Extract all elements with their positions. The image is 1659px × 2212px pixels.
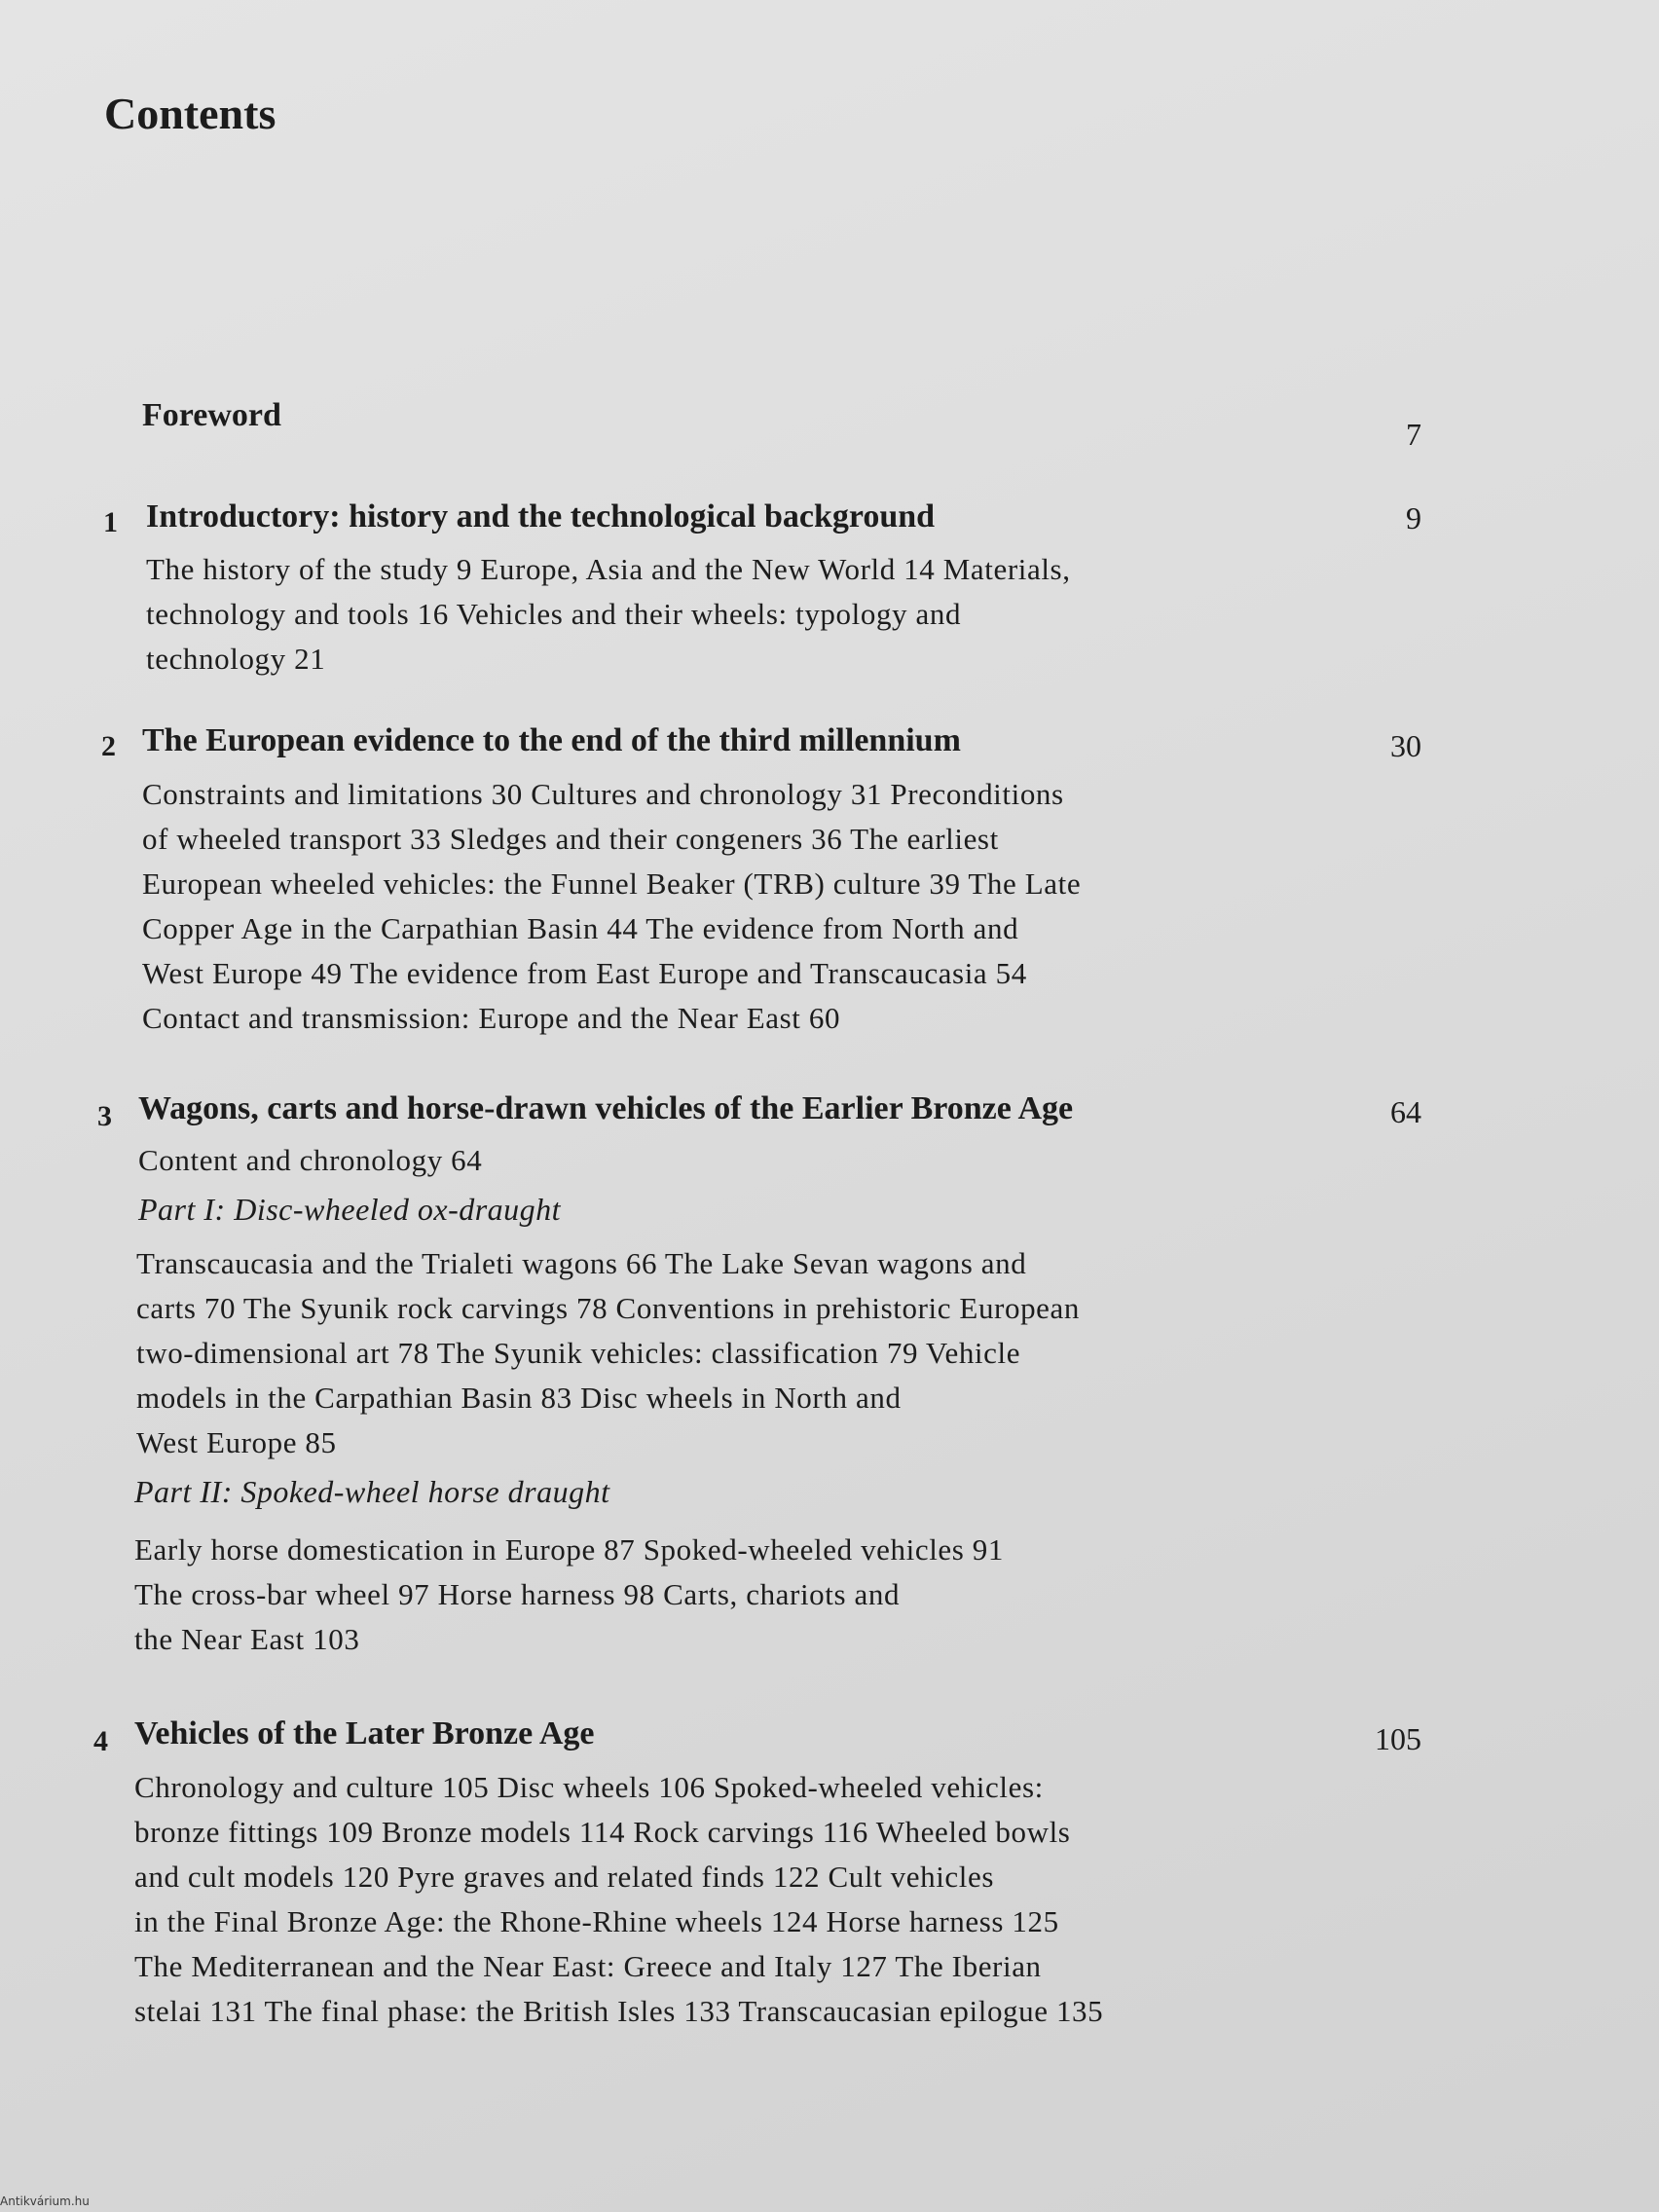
section-entry-line: bronze fittings 109 Bronze models 114 Rock carvings 116 Wheeled bowls <box>134 1815 1071 1849</box>
part-1-title: Part I: Disc-wheeled ox-draught <box>138 1192 562 1227</box>
section-page-number: 105 <box>1375 1721 1421 1756</box>
section-entry-line: in the Final Bronze Age: the Rhone-Rhine wheels 124 Horse harness 125 <box>134 1904 1059 1938</box>
section-entry-line: the Near East 103 <box>134 1622 360 1656</box>
section-entry-line: European wheeled vehicles: the Funnel Beaker (TRB) culture 39 The Late <box>142 866 1082 901</box>
section-entry-line: two-dimensional art 78 The Syunik vehicles: classification 79 Vehicle <box>136 1336 1021 1370</box>
section-entry-line: The history of the study 9 Europe, Asia and the New World 14 Materials, <box>146 552 1071 586</box>
section-page-number: 64 <box>1390 1094 1421 1129</box>
section-entry-line: technology and tools 16 Vehicles and their wheels: typology and <box>146 597 962 631</box>
section-entry-line: The cross-bar wheel 97 Horse harness 98 Carts, chariots and <box>134 1577 901 1611</box>
section-entry-line: Constraints and limitations 30 Cultures and chronology 31 Preconditions <box>142 777 1064 811</box>
section-title: Introductory: history and the technological background <box>146 498 936 535</box>
part-2-title: Part II: Spoked-wheel horse draught <box>134 1474 610 1509</box>
page-title: Contents <box>104 89 276 138</box>
section-entry-line: Chronology and culture 105 Disc wheels 106 Spoked-wheeled vehicles: <box>134 1770 1044 1804</box>
section-entry-line: models in the Carpathian Basin 83 Disc wheels in North and <box>136 1381 902 1415</box>
section-entry-line: The Mediterranean and the Near East: Greece and Italy 127 The Iberian <box>134 1949 1042 1983</box>
section-entry-line: technology 21 <box>146 642 326 676</box>
section-entry-line: stelai 131 The final phase: the British Isles 133 Transcaucasian epilogue 135 <box>134 1994 1104 2028</box>
section-number: 1 <box>103 506 118 538</box>
section-entry-line: Early horse domestication in Europe 87 Spoked-wheeled vehicles 91 <box>134 1532 1004 1567</box>
section-title: Vehicles of the Later Bronze Age <box>134 1715 595 1751</box>
section-entry-line: Content and chronology 64 <box>138 1143 483 1177</box>
foreword-title: Foreword <box>142 397 281 433</box>
section-title: Wagons, carts and horse-drawn vehicles of the Earlier Bronze Age <box>138 1090 1074 1126</box>
section-number: 2 <box>101 730 116 762</box>
foreword-page-number: 7 <box>1406 417 1421 452</box>
watermark-text: Antikvárium.hu <box>0 2194 90 2208</box>
section-number: 4 <box>93 1725 108 1757</box>
section-entry-line: Copper Age in the Carpathian Basin 44 The evidence from North and <box>142 911 1019 945</box>
section-entry-line: carts 70 The Syunik rock carvings 78 Conventions in prehistoric European <box>136 1291 1080 1325</box>
section-entry-line: West Europe 85 <box>136 1425 337 1459</box>
section-number: 3 <box>97 1100 112 1132</box>
section-entry-line: of wheeled transport 33 Sledges and their congeners 36 The earliest <box>142 822 999 856</box>
section-page-number: 30 <box>1390 728 1421 763</box>
section-entry-line: Transcaucasia and the Trialeti wagons 66 The Lake Sevan wagons and <box>136 1246 1027 1280</box>
section-entry-line: and cult models 120 Pyre graves and related finds 122 Cult vehicles <box>134 1860 995 1894</box>
section-entry-line: West Europe 49 The evidence from East Europe and Transcaucasia 54 <box>142 956 1027 990</box>
section-entry-line: Contact and transmission: Europe and the Near East 60 <box>142 1001 841 1035</box>
section-title: The European evidence to the end of the third millennium <box>142 722 961 758</box>
section-page-number: 9 <box>1406 500 1421 535</box>
